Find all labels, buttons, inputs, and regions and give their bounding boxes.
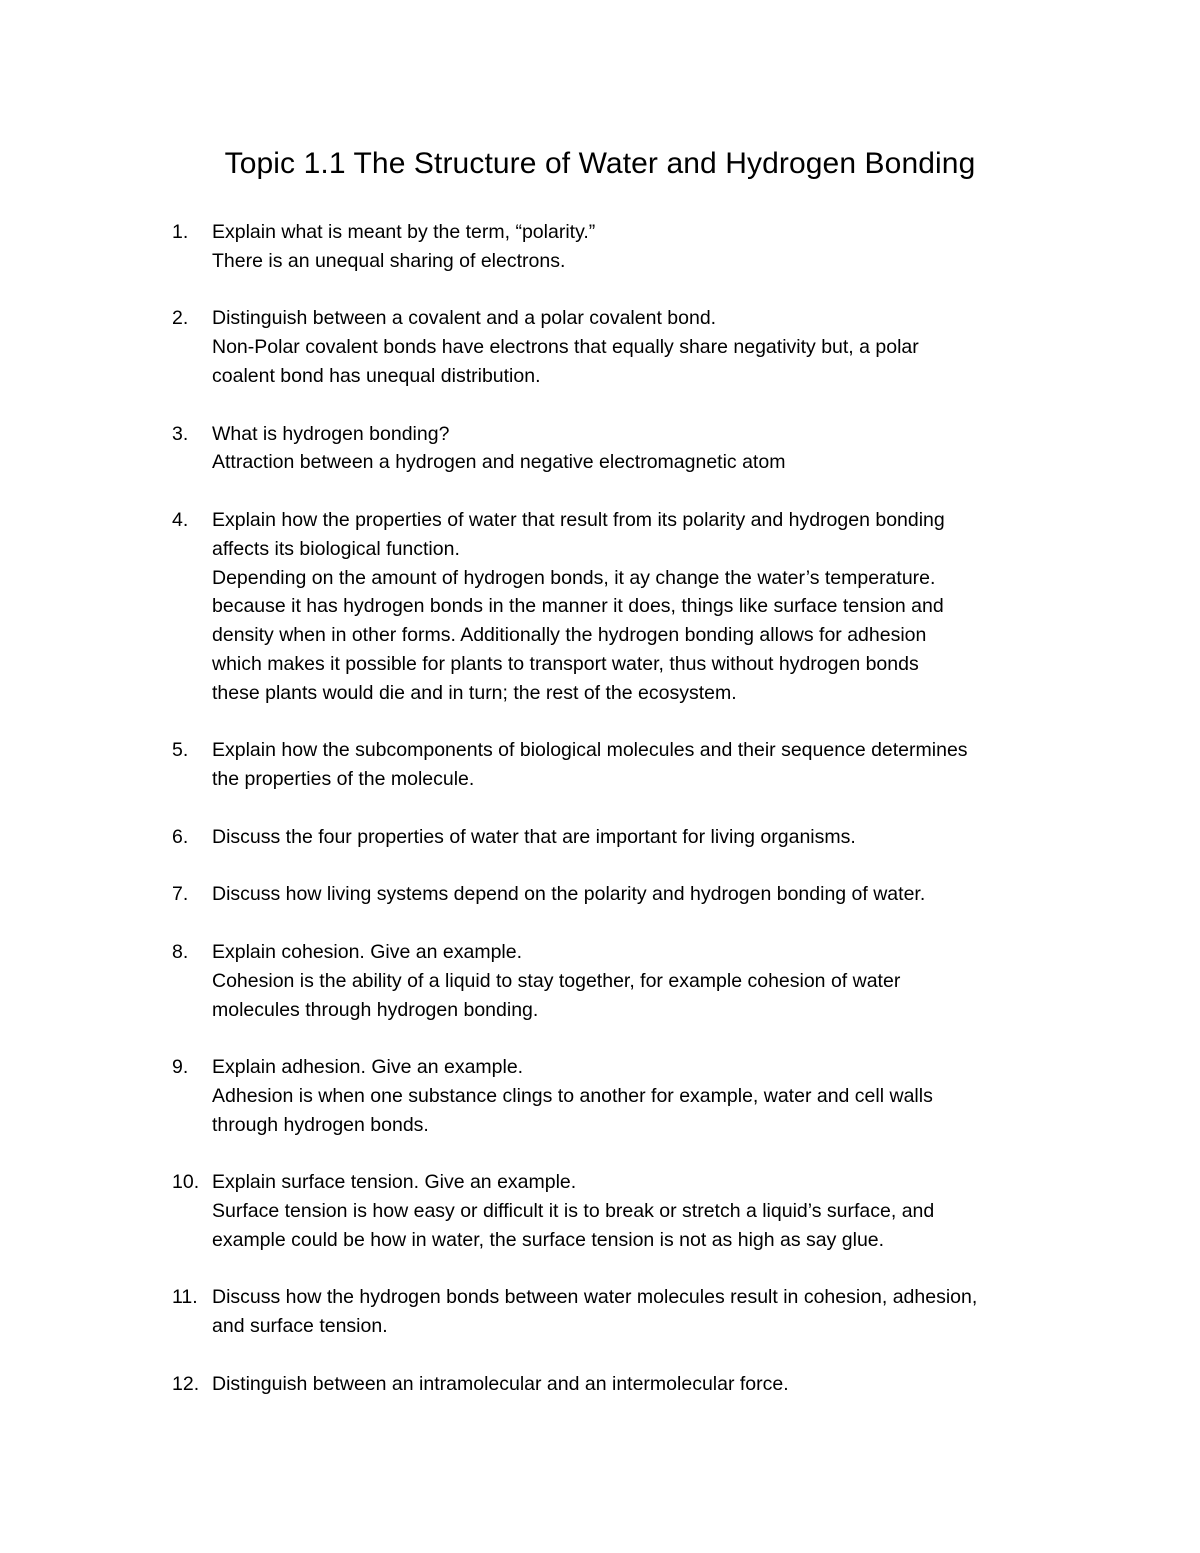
question-number: 7. (172, 883, 189, 906)
question-item-2 (172, 304, 1072, 390)
question-number: 2. (172, 307, 189, 330)
question-item-7 (172, 880, 1072, 909)
page-title: Topic 1.1 The Structure of Water and Hydrogen Bonding (224, 147, 976, 180)
question-item-12 (172, 1370, 1072, 1399)
question-number: 10. (172, 1171, 200, 1194)
question-number: 8. (172, 940, 189, 963)
question-text: Explain how the subcomponents of biological molecules and their sequence determines (212, 739, 968, 762)
question-text: Discuss the four properties of water that are important for living organisms. (212, 825, 856, 848)
answer-text: these plants would die and in turn; the rest of the ecosystem. (212, 681, 737, 704)
question-number: 12. (172, 1372, 200, 1395)
question-item-11 (172, 1283, 1072, 1341)
answer-text: affects its biological function. (212, 537, 460, 560)
question-text: Explain what is meant by the term, “polarity.” (212, 221, 596, 243)
answer-text: density when in other forms. Additionally the hydrogen bonding allows for adhesion (212, 624, 927, 647)
question-text: Discuss how living systems depend on the polarity and hydrogen bonding of water. (212, 883, 926, 906)
question-item-5 (172, 736, 1072, 794)
answer-text: coalent bond has unequal distribution. (212, 364, 541, 387)
answer-text: which makes it possible for plants to transport water, thus without hydrogen bonds (212, 652, 919, 675)
question-text: Discuss how the hydrogen bonds between water molecules result in cohesion, adhesion, (212, 1286, 978, 1309)
answer-text: molecules through hydrogen bonding. (212, 998, 539, 1021)
question-number: 9. (172, 1056, 189, 1079)
answer-text: because it has hydrogen bonds in the manner it does, things like surface tension and (212, 595, 944, 618)
question-item-10 (172, 1168, 1072, 1254)
question-text: Explain cohesion. Give an example. (212, 940, 523, 963)
answer-text: example could be how in water, the surface tension is not as high as say glue. (212, 1228, 885, 1251)
answer-text: the properties of the molecule. (212, 768, 475, 791)
question-number: 1. (172, 221, 189, 243)
question-item-4 (172, 506, 1072, 708)
question-number: 5. (172, 739, 189, 762)
question-text: Explain surface tension. Give an example. (212, 1171, 577, 1194)
answer-text: Depending on the amount of hydrogen bonds, it ay change the water’s temperature. (212, 566, 936, 589)
answer-text: Adhesion is when one substance clings to another for example, water and cell walls (212, 1084, 933, 1107)
question-list (172, 218, 1072, 1427)
question-number: 4. (172, 508, 189, 531)
answer-text: and surface tension. (212, 1315, 388, 1338)
question-item-1 (172, 218, 1072, 276)
question-number: 3. (172, 422, 189, 445)
answer-text: Cohesion is the ability of a liquid to stay together, for example cohesion of water (212, 969, 901, 992)
question-text: Distinguish between an intramolecular and an intermolecular force. (212, 1372, 789, 1395)
question-number: 6. (172, 825, 189, 848)
question-text: What is hydrogen bonding? (212, 422, 450, 445)
answer-text: Attraction between a hydrogen and negative electromagnetic atom (212, 451, 786, 474)
question-item-6 (172, 823, 1072, 852)
question-text: Explain adhesion. Give an example. (212, 1056, 524, 1079)
question-text: Explain how the properties of water that result from its polarity and hydrogen bonding (212, 508, 945, 531)
question-number: 11. (172, 1286, 198, 1309)
question-item-8 (172, 938, 1072, 1024)
answer-text: through hydrogen bonds. (212, 1113, 429, 1136)
answer-text: Surface tension is how easy or difficult it is to break or stretch a liquid’s surface, and (212, 1200, 935, 1223)
answer-text: Non-Polar covalent bonds have electrons that equally share negativity but, a polar (212, 336, 919, 359)
question-item-3 (172, 420, 1072, 478)
answer-text: There is an unequal sharing of electrons. (212, 249, 566, 272)
question-text: Distinguish between a covalent and a polar covalent bond. (212, 307, 717, 330)
question-item-9 (172, 1053, 1072, 1139)
